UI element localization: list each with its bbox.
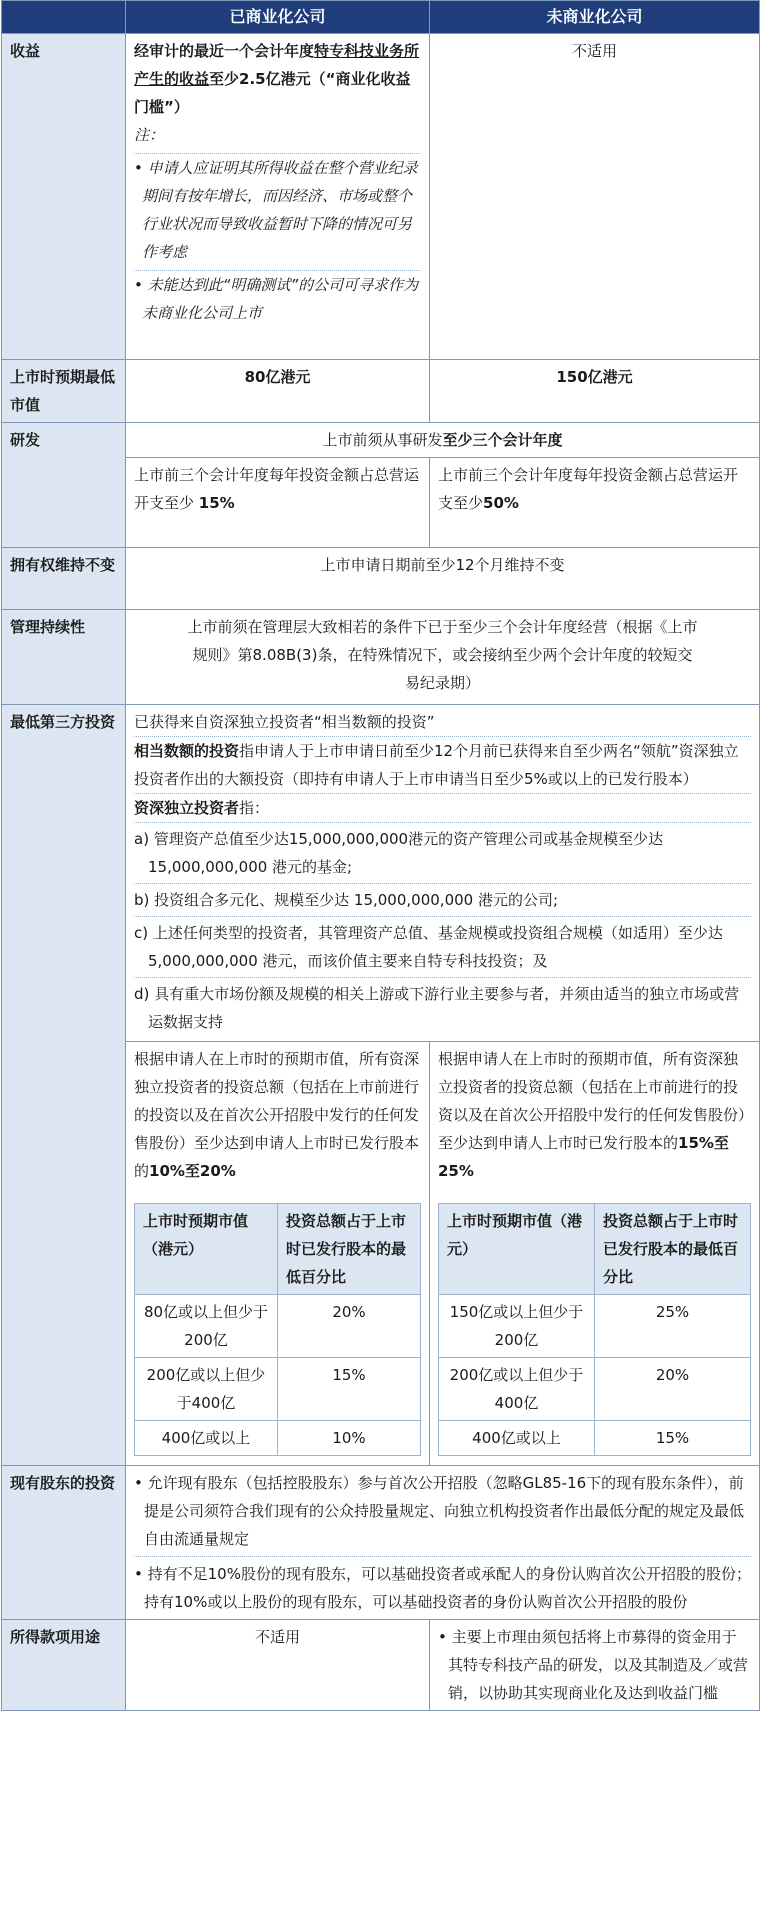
row-market-cap: [2, 360, 760, 423]
revenue-requirement: [134, 37, 421, 121]
rnd-shared-bold: 至少三个会计年度: [442, 431, 563, 449]
market-cap-precommercial: 150亿港元: [430, 360, 760, 423]
revenue-note-2: • 未能达到此“明确测试”的公司可寻求作为未商业化公司上市: [134, 270, 421, 327]
precommercial-threshold-table: [438, 1203, 751, 1456]
rnd-commercial-bold: 15%: [198, 494, 235, 512]
third-party-intro: 已获得来自资深独立投资者“相当数额的投资”: [134, 713, 435, 731]
rnd-commercial-text: 上市前三个会计年度每年投资金额占总营运开支至少: [134, 466, 420, 512]
def2-term: 资深独立投资者: [134, 799, 240, 817]
commercial-head-cap: 上市时预期市值（港元）: [135, 1204, 278, 1295]
revenue-note-1: • 申请人应证明其所得收益在整个营业纪录期间有按年增长，而因经济、市场或整个行业状况而导致收益暂时下降的情况可另作考虑: [134, 153, 421, 266]
row-third-party-shared: [2, 705, 760, 1042]
revenue-precommercial: 不适用: [430, 34, 760, 360]
third-party-label: 最低第三方投资: [2, 705, 126, 1466]
proceeds-precommercial: • 主要上市理由须包括将上市募得的资金用于其特专科技产品的研发，以及其制造及／或营销，以协助其实现商业化及达到收益门槛: [430, 1620, 760, 1711]
rnd-shared: [126, 423, 760, 458]
management-text: 上市前须在管理层大致相若的条件下已于至少三个会计年度经营（根据《上市规则》第8.08B(3)条，在特殊情况下，或会接纳至少两个会计年度的较短交易纪录期）: [126, 610, 760, 705]
header-label-col: [2, 1, 126, 34]
existing-shareholders-body: [126, 1466, 760, 1620]
third-party-commercial: [126, 1042, 430, 1466]
commercial-pct-2: 15%: [278, 1358, 421, 1421]
def2-text: 指：: [239, 799, 270, 817]
row-existing-shareholders: [2, 1466, 760, 1620]
table-row: [135, 1358, 421, 1421]
third-party-precommercial-body: 根据申请人在上市时的预期市值，所有资深独立投资者的投资总额（包括在上市前进行的投资以及在首次公开招股中发行的任何发售股份）至少达到申请人上市时已发行股本的: [438, 1050, 746, 1152]
third-party-def1: [134, 736, 751, 793]
proceeds-label: 所得款项用途: [2, 1620, 126, 1711]
commercial-range-2: 200亿或以上但少于400亿: [135, 1358, 278, 1421]
row-proceeds: [2, 1620, 760, 1711]
row-rnd-shared: [2, 423, 760, 458]
table-row: [439, 1295, 751, 1358]
precommercial-range-3: 400亿或以上: [439, 1421, 595, 1456]
revenue-commercial: [126, 34, 430, 360]
commercial-threshold-head: [135, 1204, 421, 1295]
precommercial-pct-3: 15%: [595, 1421, 751, 1456]
investor-type-a: a) 管理资产总值至少达15,000,000,000港元的资产管理公司或基金规模至少达15,000,000,000 港元的基金;: [134, 822, 751, 883]
management-label: 管理持续性: [2, 610, 126, 705]
rnd-precommercial-text: 上市前三个会计年度每年投资金额占总营运开支至少: [438, 466, 739, 512]
rnd-label: 研发: [2, 423, 126, 548]
rnd-precommercial: [430, 458, 760, 548]
third-party-commercial-text: [134, 1045, 421, 1185]
commercial-threshold-table: [134, 1203, 421, 1456]
precommercial-pct-1: 25%: [595, 1295, 751, 1358]
rnd-commercial: [126, 458, 430, 548]
revenue-label: 收益: [2, 34, 126, 360]
third-party-precommercial-bold: 15%至25%: [438, 1134, 729, 1180]
third-party-def2: [134, 793, 751, 822]
third-party-commercial-body: 根据申请人在上市时的预期市值，所有资深独立投资者的投资总额（包括在上市前进行的投资以及在首次公开招股中发行的任何发售股份）至少达到申请人上市时已发行股本的: [134, 1050, 420, 1180]
revenue-underlined: 特专科技业务所产生的收益: [134, 42, 420, 88]
precommercial-range-1: 150亿或以上但少于200亿: [439, 1295, 595, 1358]
header-precommercial: 未商业化公司: [430, 1, 760, 34]
ownership-label: 拥有权维持不变: [2, 548, 126, 610]
table-row: [439, 1358, 751, 1421]
ownership-text: 上市申请日期前至少12个月维持不变: [126, 548, 760, 610]
row-management: [2, 610, 760, 705]
proceeds-commercial: 不适用: [126, 1620, 430, 1711]
precommercial-head-pct: 投资总额占于上市时已发行股本的最低百分比: [595, 1204, 751, 1295]
investor-type-b: b) 投资组合多元化、规模至少达 15,000,000,000 港元的公司;: [134, 883, 751, 916]
row-revenue: [2, 34, 760, 360]
commercial-pct-1: 20%: [278, 1295, 421, 1358]
revenue-suffix: 至少2.5亿港元（“商业化收益门槛”）: [134, 70, 411, 116]
commercial-head-pct: 投资总额占于上市时已发行股本的最低百分比: [278, 1204, 421, 1295]
existing-shareholders-label: 现有股东的投资: [2, 1466, 126, 1620]
market-cap-commercial: 80亿港元: [126, 360, 430, 423]
def1-text: 指申请人于上市申请日前至少12个月前已获得来自至少两名“领航”资深独立投资者作出的大额投资（即持有申请人于上市申请当日至少5%或以上的已发行股本）: [134, 742, 739, 788]
rnd-shared-prefix: 上市前须从事研发: [322, 431, 443, 449]
precommercial-head-cap: 上市时预期市值（港元）: [439, 1204, 595, 1295]
market-cap-label: 上市时预期最低市值: [2, 360, 126, 423]
commercial-range-3: 400亿或以上: [135, 1421, 278, 1456]
table-row: [135, 1421, 421, 1456]
third-party-shared: [126, 705, 760, 1042]
revenue-note-title: 注：: [134, 126, 165, 144]
header-commercial: 已商业化公司: [126, 1, 430, 34]
existing-shareholders-item-2: • 持有不足10%股份的现有股东，可以基础投资者或承配人的身份认购首次公开招股的股份；持有10%或以上股份的现有股东，可以基础投资者的身份认购首次公开招股的股份: [134, 1556, 751, 1616]
investor-type-d: d) 具有重大市场份额及规模的相关上游或下游行业主要参与者，并须由适当的独立市场或营运数据支持: [134, 977, 751, 1038]
third-party-precommercial: [430, 1042, 760, 1466]
def1-term: 相当数额的投资: [134, 742, 240, 760]
rnd-precommercial-bold: 50%: [483, 494, 519, 512]
table-row: [135, 1295, 421, 1358]
existing-shareholders-item-1: • 允许现有股东（包括控股股东）参与首次公开招股（忽略GL85-16下的现有股东条件），前提是公司须符合我们现有的公众持股量规定、向独立机构投资者作出最低分配的规定及最低自由流通量规定: [134, 1474, 745, 1548]
revenue-prefix: 经审计的最近一个会计年度: [134, 42, 315, 60]
third-party-precommercial-text: [438, 1045, 751, 1185]
precommercial-threshold-head: [439, 1204, 751, 1295]
third-party-commercial-bold: 10%至20%: [149, 1162, 236, 1180]
precommercial-range-2: 200亿或以上但少于400亿: [439, 1358, 595, 1421]
header-row: [2, 1, 760, 34]
investor-type-c: c) 上述任何类型的投资者，其管理资产总值、基金规模或投资组合规模（如适用）至少达 5,000,000,000 港元，而该价值主要来自特专科技投资；及: [134, 916, 751, 977]
table-row: [439, 1421, 751, 1456]
listing-requirements-table: [1, 0, 760, 1711]
commercial-range-1: 80亿或以上但少于200亿: [135, 1295, 278, 1358]
commercial-pct-3: 10%: [278, 1421, 421, 1456]
precommercial-pct-2: 20%: [595, 1358, 751, 1421]
row-ownership: [2, 548, 760, 610]
